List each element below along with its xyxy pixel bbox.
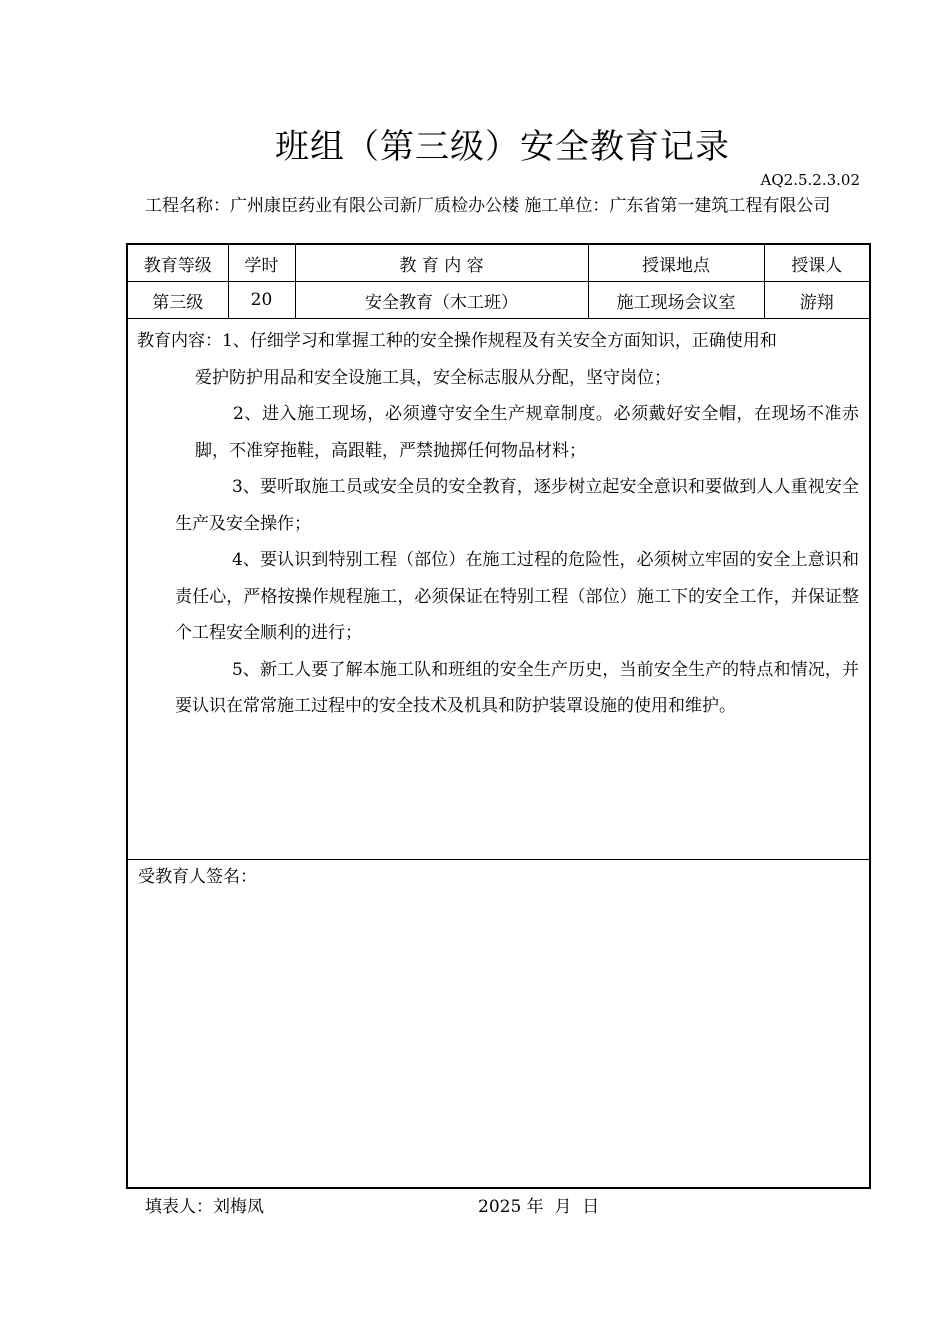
cell-teacher: 游翔 xyxy=(764,282,870,319)
header-content: 教 育 内 容 xyxy=(295,244,588,282)
header-level: 教育等级 xyxy=(127,244,228,282)
cell-hours: 20 xyxy=(228,282,295,319)
header-hours: 学时 xyxy=(228,244,295,282)
document-code: AQ2.5.2.3.02 xyxy=(760,171,860,189)
table-header-row xyxy=(127,244,870,282)
education-record-table xyxy=(126,243,871,1189)
signature-label: 受教育人签名： xyxy=(138,867,257,887)
content-item-1-rest: 爱护防护用品和安全设施工具，安全标志服从分配，坚守岗位； xyxy=(195,367,671,388)
signature-row xyxy=(127,860,870,1189)
content-item-4: 4、要认识到特别工程（部位）在施工过程的危险性，必须树立牢固的安全上意识和责任心，严格按操作规程施工，必须保证在特别工程（部位）施工下的安全工作，并保证整个工程安全顺利的进行； xyxy=(175,550,859,643)
form-date: 2025 年 月 日 xyxy=(478,1197,600,1217)
content-label: 教育内容： xyxy=(137,331,222,351)
education-content xyxy=(128,319,869,725)
cell-level: 第三级 xyxy=(127,282,228,319)
form-filler: 填表人：刘梅凤 xyxy=(145,1197,264,1217)
content-item-3: 3、要听取施工员或安全员的安全教育，逐步树立起安全意识和要做到人人重视安全生产及安全操作； xyxy=(175,477,859,534)
education-content-cell xyxy=(127,319,870,860)
cell-content: 安全教育（木工班） xyxy=(295,282,588,319)
cell-location: 施工现场会议室 xyxy=(588,282,764,319)
table-row xyxy=(127,282,870,319)
content-row xyxy=(127,319,870,860)
content-item-1-lead: 教育内容：1、仔细学习和掌握工种的安全操作规程及有关安全方面知识，正确使用和 xyxy=(137,331,777,351)
content-item-5: 5、新工人要了解本施工队和班组的安全生产历史，当前安全生产的特点和情况，并要认识在常常施工过程中的安全技术及机具和防护装罩设施的使用和维护。 xyxy=(175,659,859,716)
header-teacher: 授课人 xyxy=(764,244,870,282)
document-title: 班组（第三级）安全教育记录 xyxy=(275,127,730,167)
content-item-2: 2、进入施工现场，必须遵守安全生产规章制度。必须戴好安全帽，在现场不准赤脚，不准穿拖鞋，高跟鞋，严禁抛掷任何物品材料； xyxy=(195,404,859,461)
project-info-line: 工程名称：广州康臣药业有限公司新厂质检办公楼 施工单位：广东省第一建筑工程有限公司 xyxy=(145,196,831,216)
signature-cell xyxy=(127,860,870,1189)
header-location: 授课地点 xyxy=(588,244,764,282)
